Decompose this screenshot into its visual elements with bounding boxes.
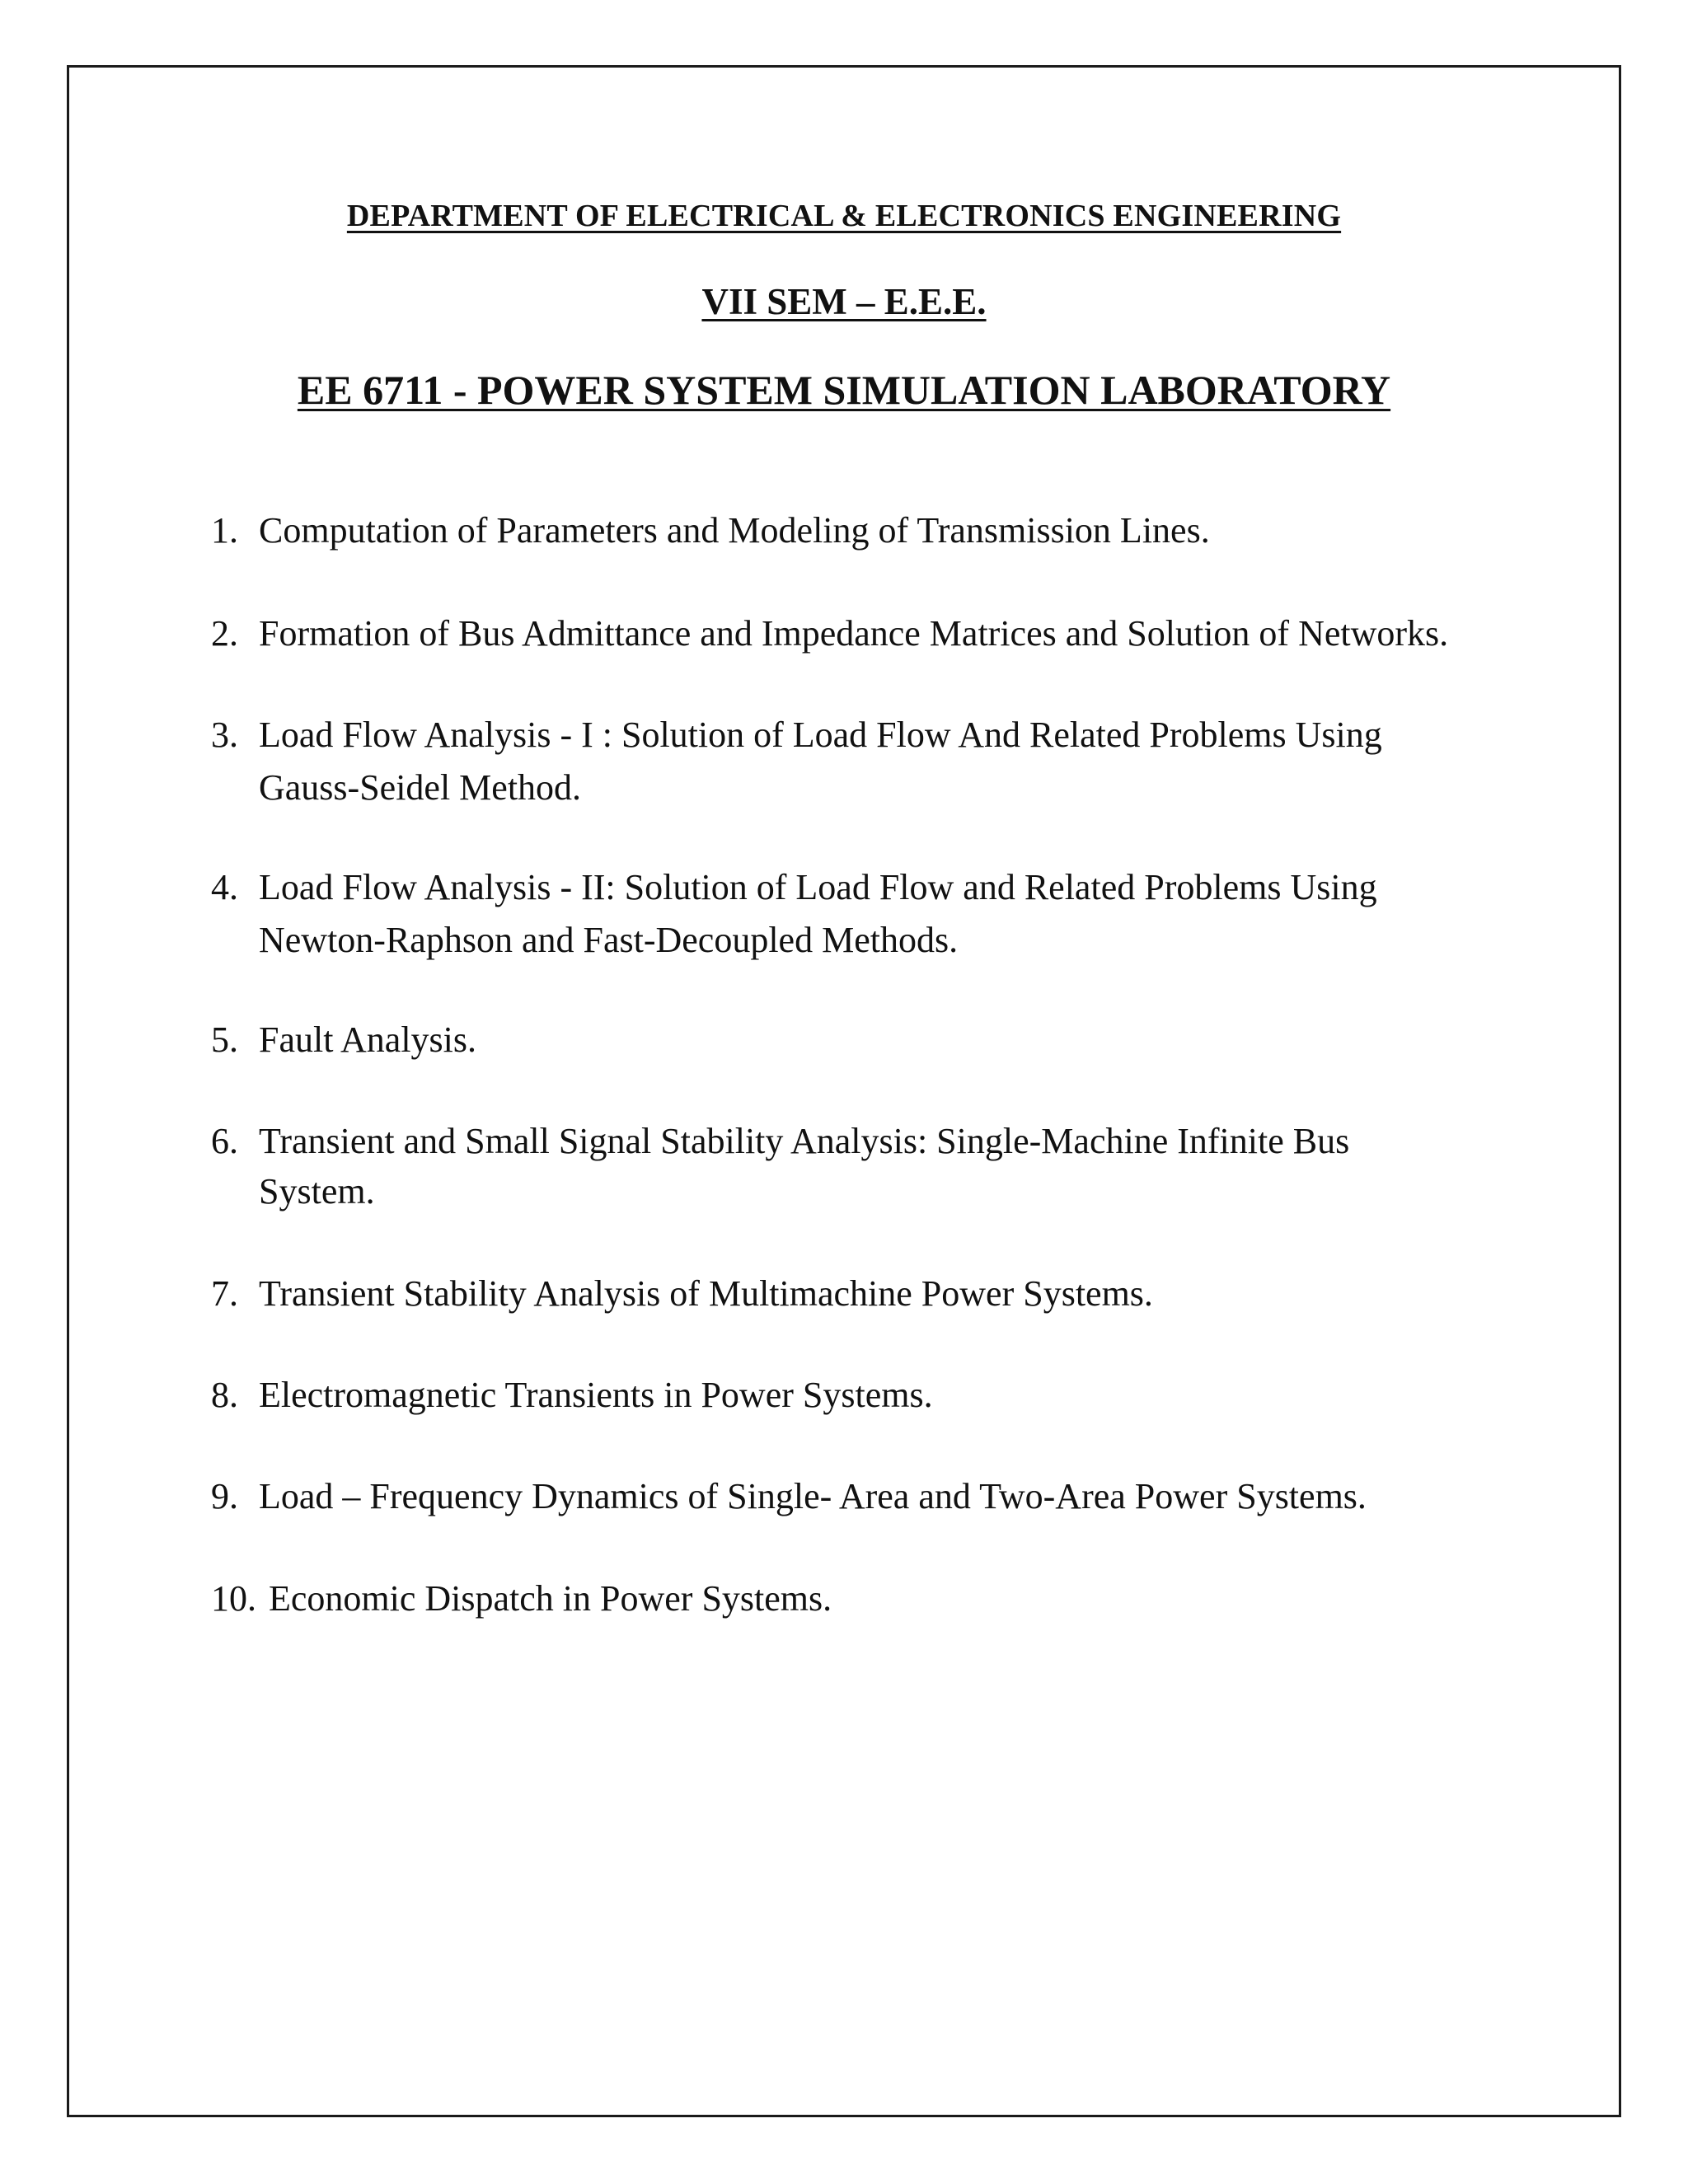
item-number: 9. xyxy=(211,1476,238,1516)
item-number: 6. xyxy=(211,1121,238,1161)
item-number: 5. xyxy=(211,1019,238,1060)
item-number: 4. xyxy=(211,867,238,907)
item-text: Formation of Bus Admittance and Impedance Matrices and Solution of Networks. xyxy=(259,613,1449,654)
item-text: Load Flow Analysis - II: Solution of Load Flow and Related Problems Using xyxy=(259,867,1377,907)
item-number: 7. xyxy=(211,1273,238,1314)
item-text-continued: System. xyxy=(259,1171,375,1212)
item-text: Transient and Small Signal Stability Analysis: Single-Machine Infinite Bus xyxy=(259,1121,1350,1161)
department-heading: DEPARTMENT OF ELECTRICAL & ELECTRONICS ENGINEERING xyxy=(346,199,1342,233)
item-text: Electromagnetic Transients in Power Systems. xyxy=(259,1375,933,1415)
item-text-continued: Newton-Raphson and Fast-Decoupled Methods. xyxy=(259,920,959,960)
item-text-continued: Gauss-Seidel Method. xyxy=(259,767,582,808)
item-text: Computation of Parameters and Modeling of Transmission Lines. xyxy=(259,510,1210,551)
item-number: 10. xyxy=(211,1578,256,1619)
item-number: 1. xyxy=(211,510,238,551)
item-text: Fault Analysis. xyxy=(259,1019,477,1060)
item-number: 8. xyxy=(211,1375,238,1415)
item-text: Load – Frequency Dynamics of Single- Area and Two-Area Power Systems. xyxy=(259,1476,1367,1516)
item-text: Load Flow Analysis - I : Solution of Load Flow And Related Problems Using xyxy=(259,715,1382,755)
item-text: Transient Stability Analysis of Multimachine Power Systems. xyxy=(259,1273,1153,1314)
course-title: EE 6711 - POWER SYSTEM SIMULATION LABORATORY xyxy=(297,367,1391,413)
item-number: 2. xyxy=(211,613,238,654)
item-number: 3. xyxy=(211,715,238,755)
item-text: Economic Dispatch in Power Systems. xyxy=(269,1578,832,1619)
semester-heading: VII SEM – E.E.E. xyxy=(701,281,987,322)
